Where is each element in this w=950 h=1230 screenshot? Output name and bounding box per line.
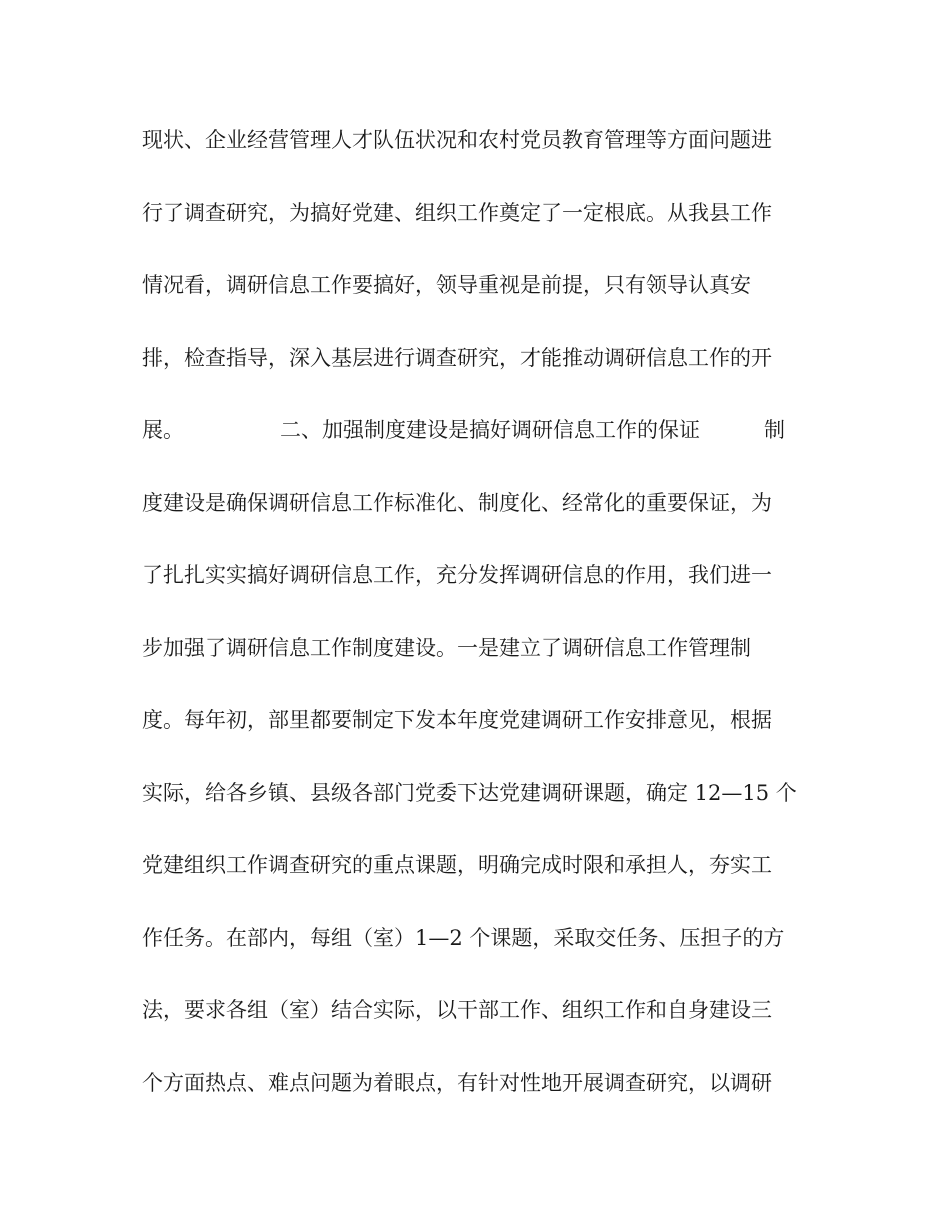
text-line-11: 党建组织工作调查研究的重点课题，明确完成时限和承担人，夯实工: [142, 853, 772, 877]
text-line-12: 作任务。在部内，每组（室）1—2 个课题，采取交任务、压担子的方: [142, 925, 785, 950]
text-line-2: 行了调查研究，为搞好党建、组织工作奠定了一定根底。从我县工作: [142, 200, 772, 225]
text-line-6: 度建设是确保调研信息工作标准化、制度化、经常化的重要保证，为: [142, 490, 772, 515]
text-line-8: 步加强了调研信息工作制度建设。一是建立了调研信息工作管理制: [142, 635, 751, 660]
line-5-paragraph-start: 制: [764, 418, 785, 442]
body-text: [142, 120, 812, 1135]
text-line-3: 情况看，调研信息工作要搞好，领导重视是前提，只有领导认真安: [142, 273, 751, 297]
text-line-10: 实际，给各乡镇、县级各部门党委下达党建调研课题，确定 12—15 个: [142, 780, 797, 805]
text-line-13: 法，要求各组（室）结合实际，以干部工作、组织工作和自身建设三: [142, 998, 772, 1022]
text-line-1: 现状、企业经营管理人才队伍状况和农村党员教育管理等方面问题进: [142, 128, 772, 152]
text-line-4: 排，检查指导，深入基层进行调查研究，才能推动调研信息工作的开: [142, 345, 772, 370]
section-heading: 二、加强制度建设是搞好调研信息工作的保证: [280, 418, 700, 442]
text-line-7: 了扎扎实实搞好调研信息工作，充分发挥调研信息的作用，我们进一: [142, 563, 772, 587]
text-line-14: 个方面热点、难点问题为着眼点，有针对性地开展调查研究，以调研: [142, 1070, 772, 1095]
text-line-9: 度。每年初，部里都要制定下发本年度党建调研工作安排意见，根据: [142, 708, 772, 732]
text-line-5: [142, 410, 812, 483]
line-5-paragraph-end: 展。: [142, 418, 184, 442]
